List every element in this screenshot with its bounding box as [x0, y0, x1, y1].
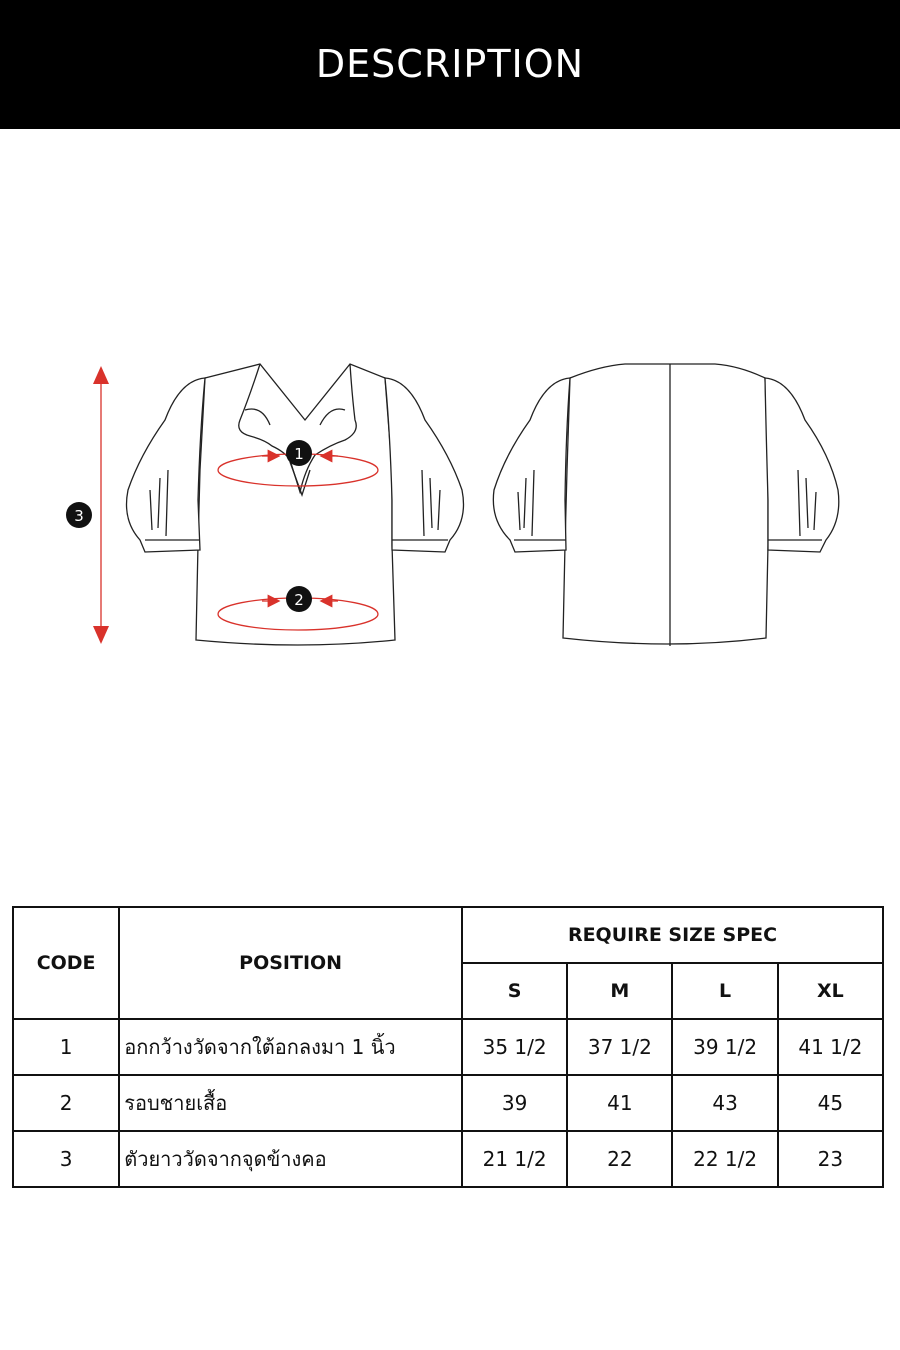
row-position: รอบชายเสื้อ [119, 1075, 462, 1131]
header-code: CODE [13, 907, 119, 1019]
header-size-l: L [672, 963, 777, 1019]
back-view [493, 364, 838, 646]
row-value-m: 41 [567, 1075, 672, 1131]
table-row [13, 1019, 883, 1075]
marker-2 [286, 586, 312, 612]
row-value-s: 35 1/2 [462, 1019, 567, 1075]
marker-2-label: 2 [294, 591, 304, 609]
marker-3-label: 3 [74, 507, 84, 525]
row-code: 1 [13, 1019, 119, 1075]
table-row [13, 1075, 883, 1131]
size-spec-table [12, 906, 884, 1188]
row-value-s: 39 [462, 1075, 567, 1131]
header-size-xl: XL [778, 963, 883, 1019]
row-code: 2 [13, 1075, 119, 1131]
row-value-xl: 41 1/2 [778, 1019, 883, 1075]
table-row [13, 1131, 883, 1187]
page-title: DESCRIPTION [315, 41, 585, 86]
marker-1-label: 1 [294, 445, 304, 463]
header-size-m: M [567, 963, 672, 1019]
row-value-xl: 23 [778, 1131, 883, 1187]
row-position: อกกว้างวัดจากใต้อกลงมา 1 นิ้ว [119, 1019, 462, 1075]
row-value-m: 22 [567, 1131, 672, 1187]
header-bar [0, 0, 900, 129]
header-size-group: REQUIRE SIZE SPEC [462, 907, 883, 963]
row-value-s: 21 1/2 [462, 1131, 567, 1187]
row-position: ตัวยาววัดจากจุดข้างคอ [119, 1131, 462, 1187]
row-value-l: 43 [672, 1075, 777, 1131]
row-value-m: 37 1/2 [567, 1019, 672, 1075]
marker-1 [286, 440, 312, 466]
header-position: POSITION [119, 907, 462, 1019]
row-code: 3 [13, 1131, 119, 1187]
row-value-l: 39 1/2 [672, 1019, 777, 1075]
row-value-l: 22 1/2 [672, 1131, 777, 1187]
garment-diagram [0, 340, 900, 660]
row-value-xl: 45 [778, 1075, 883, 1131]
marker-3 [66, 502, 92, 528]
header-size-s: S [462, 963, 567, 1019]
